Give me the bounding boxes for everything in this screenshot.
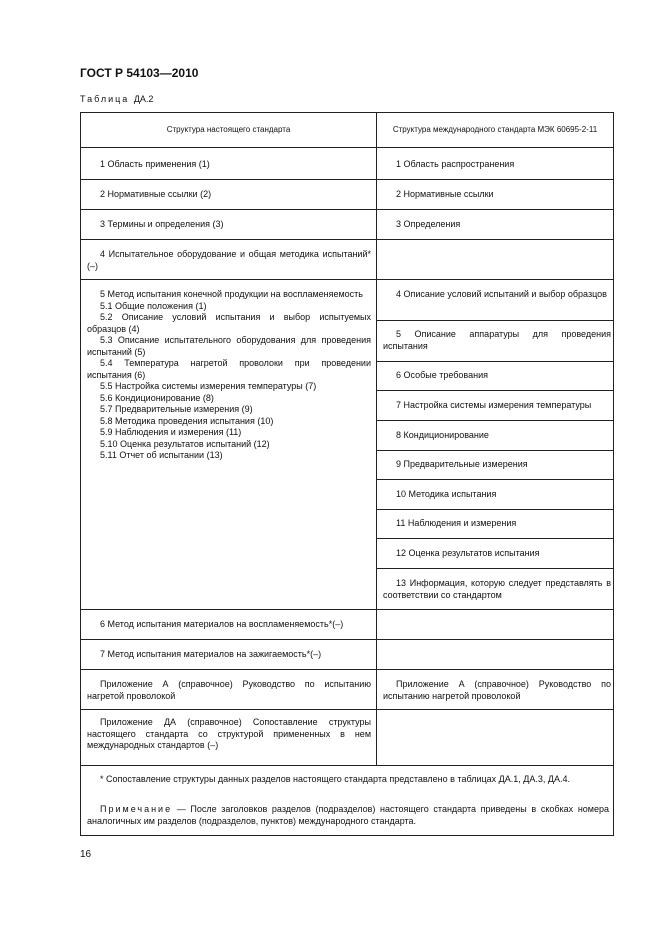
row-divider [81,179,613,180]
row-divider [81,239,613,240]
row5-right-item: 11 Наблюдения и измерения [396,518,517,528]
row5-left-cell [87,289,371,462]
row5-right-item: 12 Оценка результатов испытания [396,548,540,558]
row5-left-item: 5.7 Предварительные измерения (9) [100,404,253,414]
row-divider [81,669,613,670]
row5-left-title: 5 Метод испытания конечной продукции на воспламеняемость [100,289,363,299]
row5-right-item: 5 Описание аппаратуры для проведения испытания [383,329,611,351]
comparison-table [80,112,614,836]
row2-left-cell: 2 Нормативные ссылки (2) [100,189,212,199]
row5-left-item: 5.6 Кондиционирование (8) [100,392,214,403]
row-divider [377,509,613,510]
column-divider [376,113,377,765]
row5-left-item: 5.5 Настройка системы измерения температуры (7) [100,381,317,391]
row-divider [81,147,613,148]
page-number: 16 [80,849,92,860]
table-caption-word: Таблица [80,94,130,104]
row5-right-item: 6 Особые требования [396,370,488,380]
right-column-header: Структура международного стандарта МЭК 60695-2-11 [392,125,598,134]
row2-right-cell: 2 Нормативные ссылки [396,189,494,199]
row-divider [81,639,613,640]
standard-header: ГОСТ Р 54103—2010 [80,66,199,80]
row5-right-item: 10 Методика испытания [396,489,497,499]
row-divider [81,709,613,710]
note-text: — После заголовков разделов (подразделов) настоящего стандарта приведены в скобках номера аналогичных им разделов (подразделов, пунктов) международного стандарта. [87,804,609,826]
row9-left-cell: Приложение ДА (справочное) Сопоставление структуры настоящего стандарта со структурой примененных в нем международных стандартов (–) [87,717,371,750]
row5-left-item: 5.1 Общие положения (1) [100,300,207,311]
row5-right-item: 13 Информация, которую следует представлять в соответствии со стандартом [383,578,611,600]
row-divider [377,420,613,421]
row5-left-item: 5.2 Описание условий испытания и выбор испытуемых образцов (4) [87,312,371,334]
table-caption [80,94,153,104]
row-divider [81,765,613,766]
table-note [87,803,609,827]
row-divider [377,361,613,362]
row5-left-item: 5.9 Наблюдения и измерения (11) [100,427,242,437]
table-footnote: * Сопоставление структуры данных разделов настоящего стандарта представлено в таблицах ДА.1, ДА.3, ДА.4. [100,774,570,784]
row-divider [377,568,613,569]
row5-right-item: 4 Описание условий испытаний и выбор образцов [396,289,607,299]
row5-right-item: 9 Предварительные измерения [396,459,528,469]
row-divider [377,320,613,321]
left-column-header: Структура настоящего стандарта [166,125,291,134]
row-divider [81,279,613,280]
row5-left-item: 5.11 Отчет об испытании (13) [100,450,223,460]
row6-left-cell: 6 Метод испытания материалов на воспламеняемость*(–) [100,619,344,629]
row-divider [81,209,613,210]
table-caption-number: ДА.2 [133,94,154,104]
row1-left-cell: 1 Область применения (1) [100,159,210,169]
row-divider [377,450,613,451]
row-divider [377,538,613,539]
row8-right-cell: Приложение А (справочное) Руководство по испытанию нагретой проволокой [383,679,611,701]
row-divider [81,609,613,610]
row-divider [377,390,613,391]
row-divider [377,479,613,480]
row5-right-item: 7 Настройка системы измерения температуры [396,400,592,410]
row7-left-cell: 7 Метод испытания материалов на зажигаемость*(–) [100,649,322,659]
row8-left-cell: Приложение А (справочное) Руководство по испытанию нагретой проволокой [87,679,371,701]
row5-left-item: 5.3 Описание испытательного оборудования для проведения испытаний (5) [87,335,371,357]
row1-right-cell: 1 Область распространения [396,159,515,169]
row3-left-cell: 3 Термины и определения (3) [100,219,224,229]
row5-left-item: 5.4 Температура нагретой проволоки при проведении испытания (6) [87,358,371,380]
row5-left-item: 5.10 Оценка результатов испытаний (12) [100,438,270,449]
row3-right-cell: 3 Определения [396,219,461,229]
row5-right-item: 8 Кондиционирование [396,430,489,440]
note-label: Примечание [100,804,173,814]
row4-left-cell: 4 Испытательное оборудование и общая методика испытаний*(–) [87,249,371,271]
row5-left-item: 5.8 Методика проведения испытания (10) [100,415,274,426]
